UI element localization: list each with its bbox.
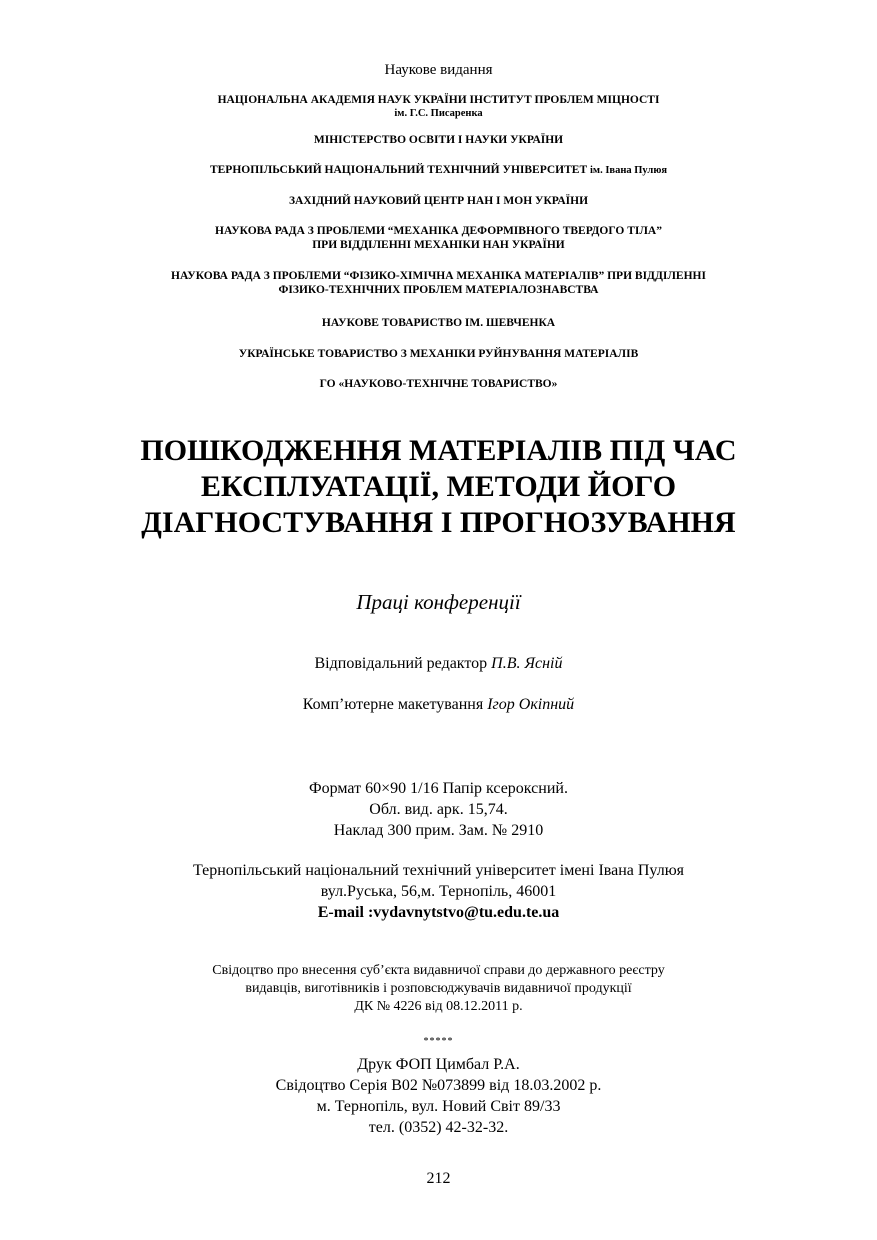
- org-line: ФІЗИКО-ТЕХНІЧНИХ ПРОБЛЕМ МАТЕРІАЛОЗНАВСТВА: [278, 284, 599, 296]
- certificate-line: ДК № 4226 від 08.12.2011 р.: [354, 999, 523, 1014]
- editor-label: Відповідальний редактор: [314, 655, 492, 672]
- printer-name: Друк ФОП Цимбал Р.А.: [357, 1056, 520, 1073]
- org-line: НАЦІОНАЛЬНА АКАДЕМІЯ НАУК УКРАЇНИ ІНСТИТУТ ПРОБЛЕМ МІЦНОСТІ: [217, 94, 660, 106]
- certificate-line: Свідоцтво про внесення суб’єкта видавничої справи до державного реєстру: [212, 963, 665, 978]
- title-line: ЕКСПЛУАТАЦІЇ, МЕТОДИ ЙОГО: [200, 470, 677, 503]
- document-subtitle: Праці конференції: [356, 590, 521, 614]
- org-line: НАУКОВА РАДА З ПРОБЛЕМИ “МЕХАНІКА ДЕФОРМІВНОГО ТВЕРДОГО ТІЛА”: [215, 225, 662, 237]
- separator-stars: *****: [423, 1036, 454, 1047]
- org-line-tail: ім. Івана Пулюя: [590, 165, 668, 176]
- org-ministry: [0, 133, 877, 147]
- editor-name: П.В. Ясній: [491, 655, 563, 672]
- printer-phone: тел. (0352) 42-32-32.: [368, 1119, 509, 1136]
- certificate-block: [0, 962, 877, 1016]
- imprint-block: [0, 778, 877, 841]
- org-line: ТЕРНОПІЛЬСЬКИЙ НАЦІОНАЛЬНИЙ ТЕХНІЧНИЙ УНІВЕРСИТЕТ: [209, 164, 591, 176]
- org-line: ГО «НАУКОВО-ТЕХНІЧНЕ ТОВАРИСТВО»: [319, 378, 558, 390]
- org-tntu: [0, 163, 877, 178]
- publisher-address: вул.Руська, 56,м. Тернопіль, 46001: [320, 883, 557, 900]
- title-line: ПОШКОДЖЕННЯ МАТЕРІАЛІВ ПІД ЧАС: [140, 434, 737, 467]
- publisher-email: E-mail :vydavnytstvo@tu.edu.te.ua: [317, 904, 560, 921]
- org-line: ЗАХІДНИЙ НАУКОВИЙ ЦЕНТР НАН І МОН УКРАЇНИ: [288, 195, 589, 207]
- publisher-block: [0, 860, 877, 923]
- series-label: Наукове видання: [384, 62, 493, 78]
- document-title: [0, 433, 877, 541]
- printer-block: [0, 1054, 877, 1138]
- org-line: УКРАЇНСЬКЕ ТОВАРИСТВО З МЕХАНІКИ РУЙНУВАННЯ МАТЕРІАЛІВ: [238, 348, 639, 360]
- printer-certificate: Свідоцтво Серія В02 №073899 від 18.03.2002 р.: [275, 1077, 602, 1094]
- imprint-run: Наклад 300 прим. Зам. № 2910: [333, 822, 544, 839]
- org-line: НАУКОВЕ ТОВАРИСТВО ІМ. ШЕВЧЕНКА: [321, 317, 556, 329]
- imprint-sheets: Обл. вид. арк. 15,74.: [369, 801, 508, 818]
- layout-name: Ігор Окіпний: [487, 696, 575, 713]
- publisher-name: Тернопільський національний технічний університет імені Івана Пулюя: [192, 862, 685, 879]
- org-council-mechanics: [0, 224, 877, 252]
- imprint-format: Формат 60×90 1/16 Папір ксероксний.: [309, 780, 568, 797]
- org-line: ПРИ ВІДДІЛЕННІ МЕХАНІКИ НАН УКРАЇНИ: [312, 239, 565, 251]
- printer-address: м. Тернопіль, вул. Новий Світ 89/33: [316, 1098, 561, 1115]
- org-fracture-society: [0, 347, 877, 361]
- org-nas-institute: [0, 93, 877, 121]
- title-line: ДІАГНОСТУВАННЯ І ПРОГНОЗУВАННЯ: [141, 506, 736, 539]
- org-ngo: [0, 377, 877, 391]
- org-line: НАУКОВА РАДА З ПРОБЛЕМИ “ФІЗИКО-ХІМІЧНА МЕХАНІКА МАТЕРІАЛІВ” ПРИ ВІДДІЛЕННІ: [171, 270, 706, 282]
- org-shevchenko: [0, 316, 877, 330]
- org-line: ім. Г.С. Писаренка: [394, 108, 483, 119]
- layout-label: Комп’ютерне макетування: [302, 696, 488, 713]
- certificate-line: видавців, виготівників і розповсюджувачів видавничої продукції: [245, 981, 632, 996]
- editor-credit: [0, 655, 877, 673]
- org-western-center: [0, 194, 877, 208]
- page-number: 212: [426, 1170, 451, 1187]
- org-line: МІНІСТЕРСТВО ОСВІТИ І НАУКИ УКРАЇНИ: [313, 134, 564, 146]
- layout-credit: [0, 696, 877, 714]
- org-council-physchem: [0, 269, 877, 297]
